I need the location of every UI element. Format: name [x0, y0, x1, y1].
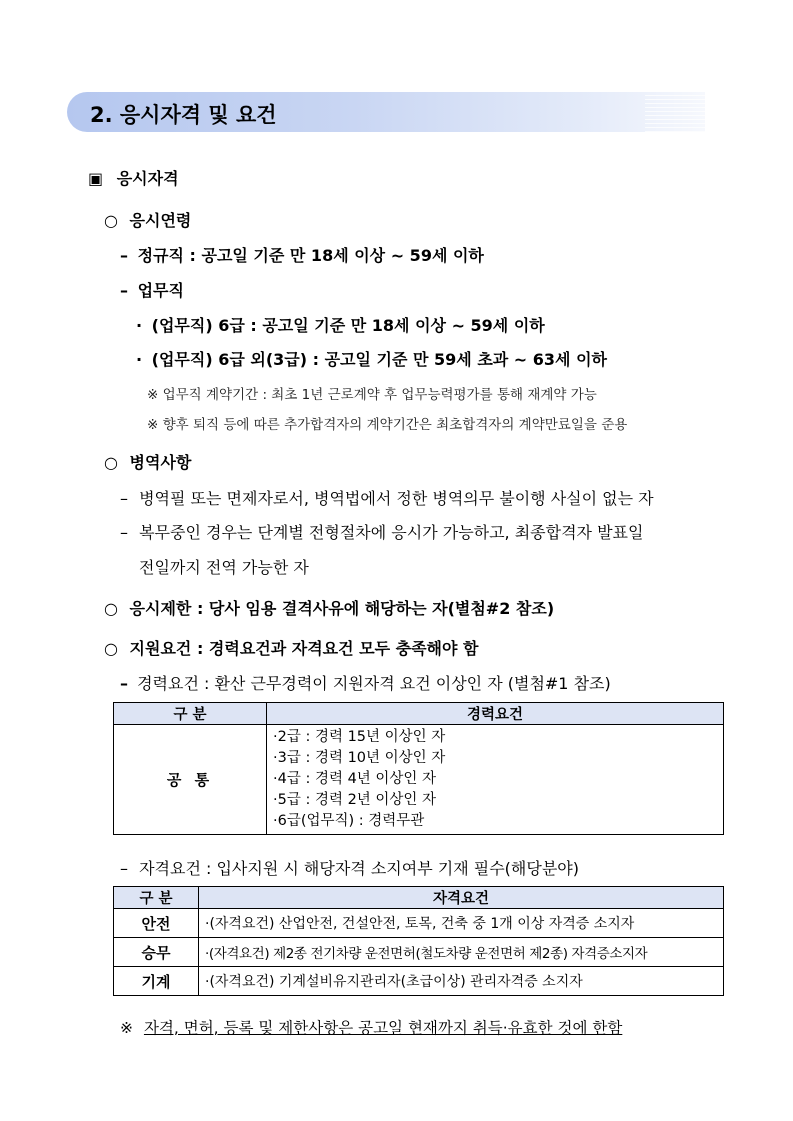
- military-heading: [104, 450, 191, 473]
- circle-bullet-icon: ○: [104, 639, 118, 658]
- table-header: 자격요건: [199, 887, 724, 909]
- cert-table: [113, 886, 724, 996]
- age-work-item-text: (업무직) 6급 외(3급) : 공고일 기준 만 59세 초과 ~ 63세 이하: [151, 350, 607, 369]
- restriction: [104, 596, 554, 619]
- section-title: 2. 응시자격 및 요건: [90, 103, 277, 127]
- dash-icon: –: [120, 859, 128, 878]
- career-line: ·5급 : 경력 2년 이상인 자: [273, 792, 437, 808]
- footnote: [120, 1016, 622, 1038]
- career-category: 공 통: [114, 725, 267, 835]
- military-continuation: 전일까지 전역 가능한 자: [139, 558, 309, 577]
- table-header-row: [114, 887, 724, 909]
- career-line: ·6급(업무직) : 경력무관: [273, 813, 425, 829]
- cert-label: [120, 856, 579, 879]
- dash-icon: –: [120, 489, 128, 508]
- age-work-item-text: (업무직) 6급 : 공고일 기준 만 18세 이상 ~ 59세 이하: [151, 316, 545, 335]
- table-header-row: [114, 703, 724, 725]
- age-note: ※ 향후 퇴직 등에 따른 추가합격자의 계약기간은 최초합격자의 계약만료일을 준용: [147, 417, 628, 433]
- military-item-text: 병역필 또는 면제자로서, 병역법에서 정한 병역의무 불이행 사실이 없는 자: [139, 489, 654, 508]
- circle-bullet-icon: ○: [104, 453, 118, 472]
- military-item: [120, 486, 654, 509]
- dash-icon: –: [120, 281, 128, 300]
- table-row: [114, 967, 724, 996]
- dash-icon: –: [120, 523, 128, 542]
- dash-icon: –: [120, 246, 128, 265]
- cert-value: ·(자격요건) 산업안전, 건설안전, 토목, 건축 중 1개 이상 자격증 소지자: [199, 909, 724, 938]
- dot-bullet-icon: ·: [136, 350, 143, 369]
- subsection-label: 응시자격: [116, 169, 179, 188]
- table-row: [114, 909, 724, 938]
- circle-bullet-icon: ○: [104, 599, 118, 618]
- square-marker-icon: ▣: [88, 169, 104, 188]
- circle-bullet-icon: ○: [104, 211, 118, 230]
- dot-bullet-icon: ·: [136, 316, 143, 335]
- career-table: [113, 702, 724, 835]
- requirement-heading: [104, 636, 479, 659]
- requirement-heading-text: 지원요건 : 경력요건과 자격요건 모두 충족해야 함: [129, 639, 479, 658]
- banner-stripes: [645, 92, 705, 132]
- footnote-text: 자격, 면허, 등록 및 제한사항은 공고일 현재까지 취득·유효한 것에 한함: [143, 1019, 623, 1037]
- dash-icon: –: [120, 674, 128, 693]
- career-line: ·3급 : 경력 10년 이상인 자: [273, 750, 446, 766]
- career-line: ·2급 : 경력 15년 이상인 자: [273, 729, 446, 745]
- cert-label-text: 자격요건 : 입사지원 시 해당자격 소지여부 기재 필수(해당분야): [139, 859, 579, 878]
- career-label-text: 경력요건 : 환산 근무경력이 지원자격 요건 이상인 자 (별첨#1 참조): [137, 674, 611, 693]
- table-header: 구 분: [114, 887, 199, 909]
- age-note: ※ 업무직 계약기간 : 최초 1년 근로계약 후 업무능력평가를 통해 재계약 가능: [147, 387, 597, 403]
- table-row: [114, 938, 724, 967]
- table-row: [114, 725, 724, 835]
- subsection-heading: [88, 166, 179, 189]
- military-item: [120, 520, 643, 543]
- age-regular: [120, 243, 484, 266]
- cert-category: 안전: [114, 909, 199, 938]
- military-heading-text: 병역사항: [129, 453, 192, 472]
- table-header: 경력요건: [267, 703, 724, 725]
- cert-value: ·(자격요건) 기계설비유지관리자(초급이상) 관리자격증 소지자: [199, 967, 724, 996]
- age-work-item: [136, 313, 545, 336]
- reference-mark-icon: ※: [120, 1019, 133, 1037]
- career-line: ·4급 : 경력 4년 이상인 자: [273, 771, 437, 787]
- age-work-heading: [120, 278, 184, 301]
- military-item-text: 복무중인 경우는 단계별 전형절차에 응시가 가능하고, 최종합격자 발표일: [139, 523, 644, 542]
- career-values: [267, 725, 724, 835]
- age-heading-text: 응시연령: [129, 211, 192, 230]
- age-heading: [104, 208, 191, 231]
- restriction-text: 응시제한 : 당사 임용 결격사유에 해당하는 자(별첨#2 참조): [129, 599, 555, 618]
- cert-value: ·(자격요건) 제2종 전기차량 운전면허(철도차량 운전면허 제2종) 자격증소지자: [199, 938, 724, 967]
- age-regular-text: 정규직 : 공고일 기준 만 18세 이상 ~ 59세 이하: [137, 246, 484, 265]
- cert-category: 기계: [114, 967, 199, 996]
- table-header: 구 분: [114, 703, 267, 725]
- career-label: [120, 671, 611, 694]
- age-work-heading-text: 업무직: [137, 281, 184, 300]
- age-work-item: [136, 347, 607, 370]
- cert-category: 승무: [114, 938, 199, 967]
